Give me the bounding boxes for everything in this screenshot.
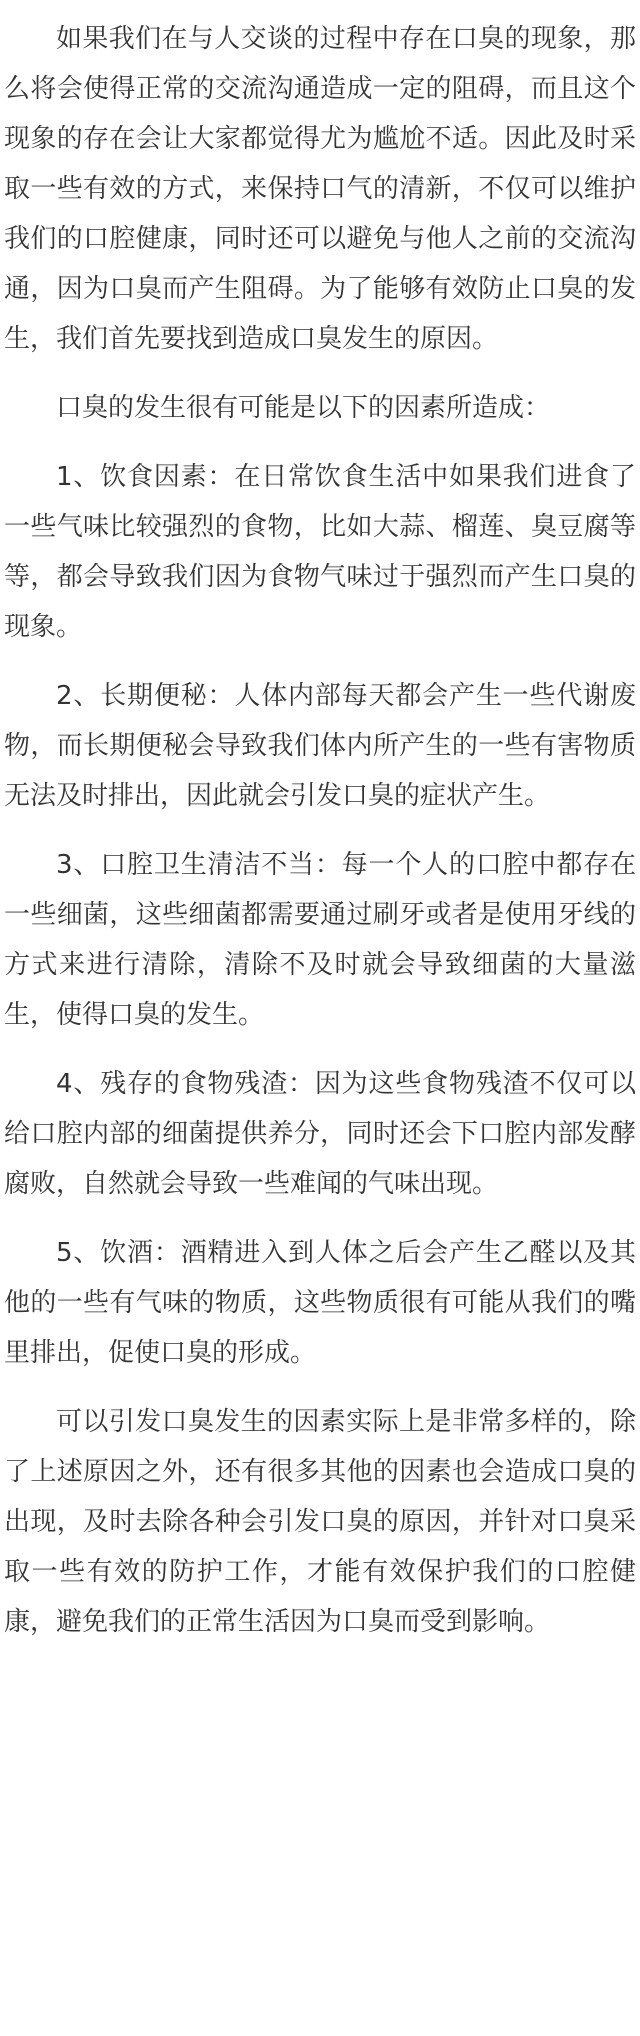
cause-diet-paragraph: 1、饮食因素：在日常饮食生活中如果我们进食了一些气味比较强烈的食物，比如大蒜、榴莲、臭豆腐等等，都会导致我们因为食物气味过于强烈而产生口臭的现象。 [4, 462, 636, 642]
cause-constipation-paragraph: 2、长期便秘：人体内部每天都会产生一些代谢废物，而长期便秘会导致我们体内所产生的一些有害物质无法及时排出，因此就会引发口臭的症状产生。 [4, 681, 636, 811]
conclusion-paragraph: 可以引发口臭发生的因素实际上是非常多样的，除了上述原因之外，还有很多其他的因素也会造成口臭的出现，及时去除各种会引发口臭的原因，并针对口臭采取一些有效的防护工作，才能有效保护我们的口腔健康，避免我们的正常生活因为口臭而受到影响。 [4, 1407, 636, 1637]
cause-oral-hygiene-paragraph: 3、口腔卫生清洁不当：每一个人的口腔中都存在一些细菌，这些细菌都需要通过刷牙或者是使用牙线的方式来进行清除，清除不及时就会导致细菌的大量滋生，使得口臭的发生。 [4, 850, 636, 1030]
cause-drinking-paragraph: 5、饮酒：酒精进入到人体之后会产生乙醛以及其他的一些有气味的物质，这些物质很有可能从我们的嘴里排出，促使口臭的形成。 [4, 1238, 636, 1368]
causes-heading-paragraph: 口臭的发生很有可能是以下的因素所造成： [56, 393, 551, 423]
intro-paragraph: 如果我们在与人交谈的过程中存在口臭的现象，那么将会使得正常的交流沟通造成一定的阻碍，而且这个现象的存在会让大家都觉得尤为尴尬不适。因此及时采取一些有效的方式，来保持口气的清新，不仅可以维护我们的口腔健康，同时还可以避免与他人之前的交流沟通，因为口臭而产生阻碍。为了能够有效防止口臭的发生，我们首先要找到造成口臭发生的原因。 [4, 24, 636, 354]
cause-food-residue-paragraph: 4、残存的食物残渣：因为这些食物残渣不仅可以给口腔内部的细菌提供养分，同时还会下口腔内部发酵腐败，自然就会导致一些难闻的气味出现。 [4, 1069, 636, 1199]
